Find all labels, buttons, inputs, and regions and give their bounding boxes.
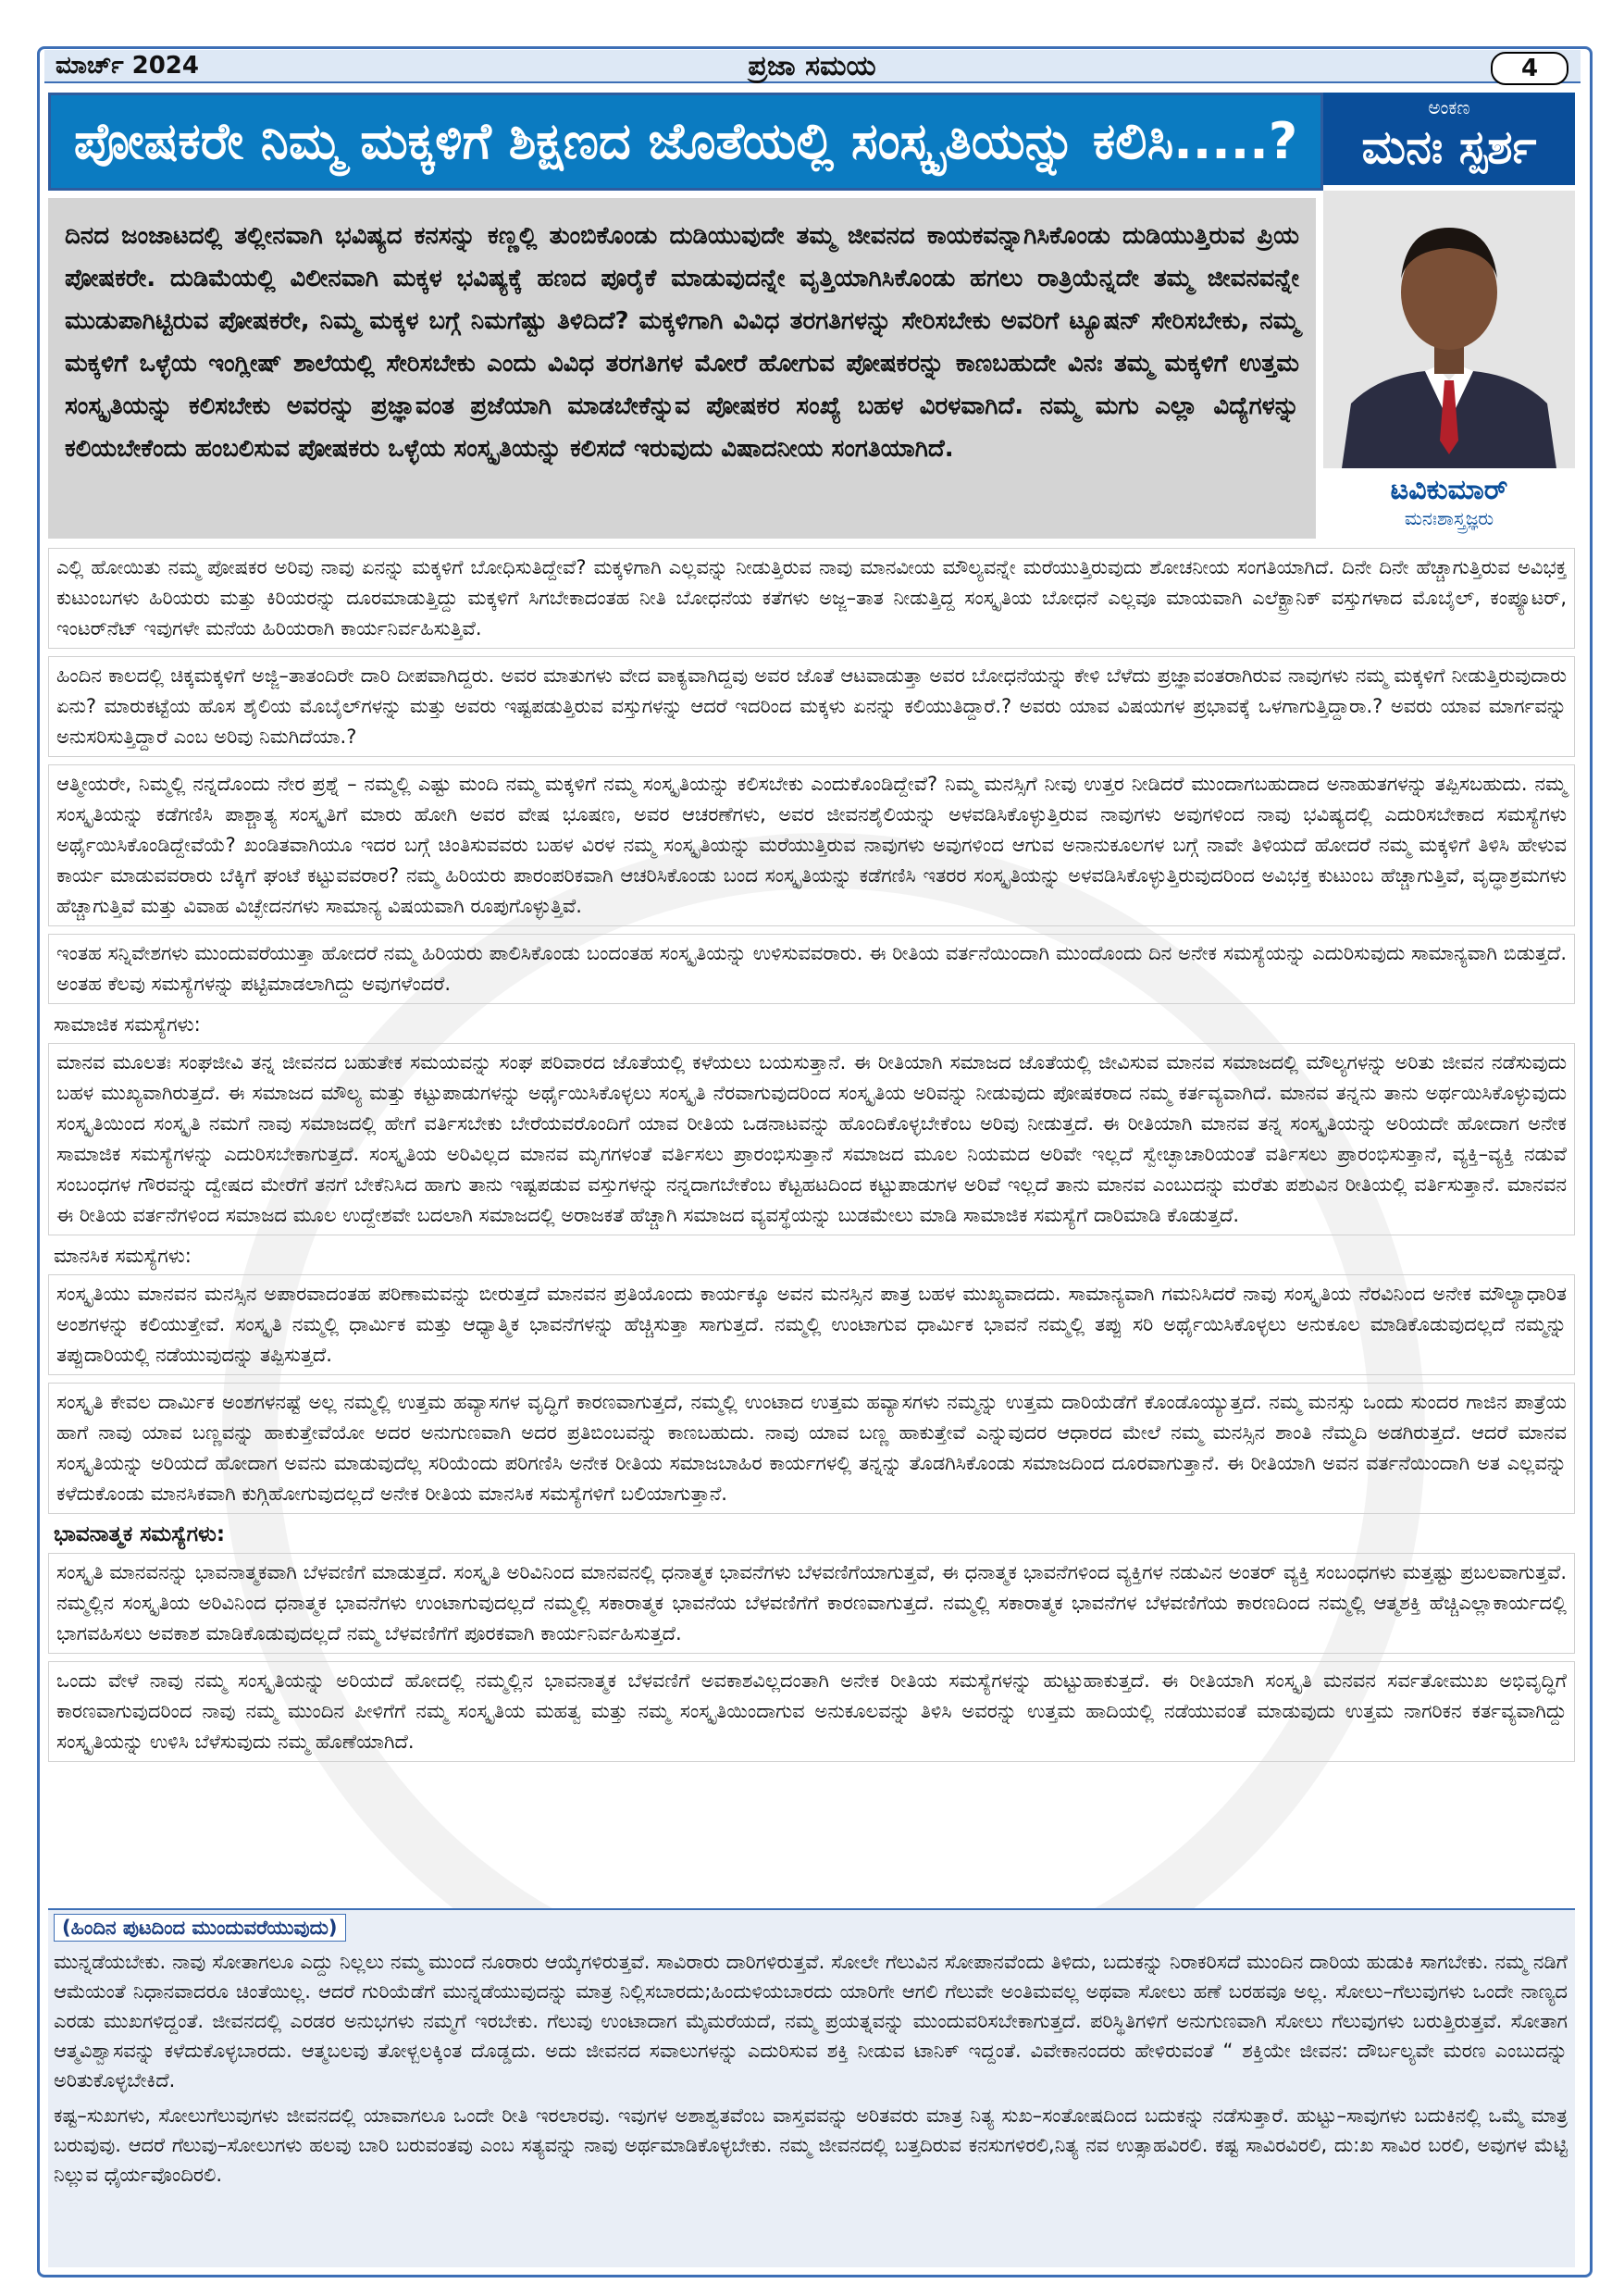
continued-body — [54, 1947, 1568, 2195]
column-name: ಮನಃ ಸ್ಪರ್ಶ — [1361, 120, 1537, 174]
article-body — [48, 548, 1575, 1769]
column-label: ಅಂಕಣ — [1428, 96, 1470, 118]
section-heading-social: ಸಾಮಾಜಿಕ ಸಮಸ್ಯೆಗಳು: — [54, 1013, 201, 1036]
intro-paragraph: ದಿನದ ಜಂಜಾಟದಲ್ಲಿ ತಲ್ಲೀನವಾಗಿ ಭವಿಷ್ಯದ ಕನಸನ್ನು ಕಣ್ಣಲ್ಲಿ ತುಂಬಿಕೊಂಡು ದುಡಿಯುವುದೇ ತಮ್ಮ ಜೀವನದ ಕಾಯಕವನ್ನಾಗಿಸಿಕೊಂಡು ದುಡಿಯುತ್ತಿರುವ ಪ್ರಿಯ ಪೋಷಕರೇ. ದುಡಿಮೆಯಲ್ಲಿ ವಿಲೀನವಾಗಿ ಮಕ್ಕಳ ಭವಿಷ್ಯಕ್ಕೆ ಹಣದ ಪೂರೈಕೆ ಮಾಡುವುದನ್ನೇ ವೃತ್ತಿಯಾಗಿಸಿಕೊಂಡು ಹಗಲು ರಾತ್ರಿಯೆನ್ನದೇ ತಮ್ಮ ಜೀವನವನ್ನೇ ಮುಡುಪಾಗಿಟ್ಟಿರುವ ಪೋಷಕರೇ, ನಿಮ್ಮ ಮಕ್ಕಳ ಬಗ್ಗೆ ನಿಮಗೆಷ್ಟು ತಿಳಿದಿದೆ? ಮಕ್ಕಳಿಗಾಗಿ ವಿವಿಧ ತರಗತಿಗಳನ್ನು ಸೇರಿಸಬೇಕು ಅವರಿಗೆ ಟ್ಯೂಷನ್ ಸೇರಿಸಬೇಕು, ನಮ್ಮ ಮಕ್ಕಳಿಗೆ ಒಳ್ಳೆಯ ಇಂಗ್ಲೀಷ್ ಶಾಲೆಯಲ್ಲಿ ಸೇರಿಸಬೇಕು ಎಂದು ವಿವಿಧ ತರಗತಿಗಳ ಮೋರೆ ಹೋಗುವ ಪೋಷಕರನ್ನು ಕಾಣಬಹುದೇ ವಿನಃ ತಮ್ಮ ಮಕ್ಕಳಿಗೆ ಉತ್ತಮ ಸಂಸ್ಕೃತಿಯನ್ನು ಕಲಿಸಬೇಕು ಅವರನ್ನು ಪ್ರಜ್ಞಾವಂತ ಪ್ರಜೆಯಾಗಿ ಮಾಡಬೇಕೆನ್ನುವ ಪೋಷಕರ ಸಂಖ್ಯೆ ಬಹಳ ವಿರಳವಾಗಿದೆ. ನಮ್ಮ ಮಗು ಎಲ್ಲಾ ವಿದ್ಯೆಗಳನ್ನು ಕಲಿಯಬೇಕೆಂದು ಹಂಬಲಿಸುವ ಪೋಷಕರು ಒಳ್ಳೆಯ ಸಂಸ್ಕೃತಿಯನ್ನು ಕಲಿಸದೆ ಇರುವುದು ವಿಷಾದನೀಯ ಸಂಗತಿಯಾಗಿದೆ. — [65, 222, 1299, 463]
body-paragraph: ಎಲ್ಲಿ ಹೋಯಿತು ನಮ್ಮ ಪೋಷಕರ ಅರಿವು ನಾವು ಏನನ್ನು ಮಕ್ಕಳಿಗೆ ಬೋಧಿಸುತಿದ್ದೇವೆ? ಮಕ್ಕಳಿಗಾಗಿ ಎಲ್ಲವನ್ನು ನೀಡುತ್ತಿರುವ ನಾವು ಮಾನವೀಯ ಮೌಲ್ಯವನ್ನೇ ಮರೆಯುತ್ತಿರುವುದು ಶೋಚನೀಯ ಸಂಗತಿಯಾಗಿದೆ. ದಿನೇ ದಿನೇ ಹೆಚ್ಚಾಗುತ್ತಿರುವ ಅವಿಭಕ್ತ ಕುಟುಂಬಗಳು ಹಿರಿಯರು ಮತ್ತು ಕಿರಿಯರನ್ನು ದೂರಮಾಡುತ್ತಿದ್ದು ಮಕ್ಕಳಿಗೆ ಸಿಗಬೇಕಾದಂತಹ ನೀತಿ ಬೋಧನೆಯ ಕತೆಗಳು ಅಜ್ಜ–ತಾತ ನೀಡುತ್ತಿದ್ದ ಸಂಸ್ಕೃತಿಯ ಬೋಧನೆ ಎಲ್ಲವೂ ಮಾಯವಾಗಿ ಎಲೆಕ್ಟ್ರಾನಿಕ್ ವಸ್ತುಗಳಾದ ಮೊಬೈಲ್, ಕಂಪ್ಯೂಟರ್, ಇಂಟರ್‌ನೆಟ್ ಇವುಗಳೇ ಮನೆಯ ಹಿರಿಯರಾಗಿ ಕಾರ್ಯನಿರ್ವಹಿಸುತ್ತಿವೆ. — [48, 548, 1575, 649]
section-heading-emotional: ಭಾವನಾತ್ಮಕ ಸಮಸ್ಯೆಗಳು: — [54, 1522, 226, 1546]
section-heading-mental: ಮಾನಸಿಕ ಸಮಸ್ಯೆಗಳು: — [54, 1245, 192, 1267]
body-paragraph: ಆತ್ಮೀಯರೇ, ನಿಮ್ಮಲ್ಲಿ ನನ್ನದೊಂದು ನೇರ ಪ್ರಶ್ನೆ – ನಮ್ಮಲ್ಲಿ ಎಷ್ಟು ಮಂದಿ ನಮ್ಮ ಮಕ್ಕಳಿಗೆ ನಮ್ಮ ಸಂಸ್ಕೃತಿಯನ್ನು ಕಲಿಸಬೇಕು ಎಂದುಕೊಂಡಿದ್ದೇವೆ? ನಿಮ್ಮ ಮನಸ್ಸಿಗೆ ನೀವು ಉತ್ತರ ನೀಡಿದರೆ ಮುಂದಾಗಬಹುದಾದ ಅನಾಹುತಗಳನ್ನು ತಪ್ಪಿಸಬಹುದು. ನಮ್ಮ ಸಂಸ್ಕೃತಿಯನ್ನು ಕಡೆಗಣಿಸಿ ಪಾಶ್ಚಾತ್ಯ ಸಂಸ್ಕೃತಿಗೆ ಮಾರು ಹೋಗಿ ಅವರ ವೇಷ ಭೂಷಣ, ಅವರ ಆಚರಣೆಗಳು, ಅವರ ಜೀವನಶೈಲಿಯನ್ನು ಅಳವಡಿಸಿಕೊಳ್ಳುತ್ತಿರುವ ನಾವುಗಳು ಅವುಗಳಿಂದ ನಾವು ಭವಿಷ್ಯದಲ್ಲಿ ಎದುರಿಸಬೇಕಾದ ಸಮಸ್ಯೆಗಳು ಅರ್ಥೈಯಿಸಿಕೊಂಡಿದ್ದೇವೆಯೆ? ಖಂಡಿತವಾಗಿಯೂ ಇದರ ಬಗ್ಗೆ ಚಿಂತಿಸುವವರು ಬಹಳ ವಿರಳ ನಮ್ಮ ಸಂಸ್ಕೃತಿಯನ್ನು ಮರೆಯುತ್ತಿರುವ ನಾವುಗಳು ಅವುಗಳಿಂದ ಆಗುವ ಅನಾನುಕೂಲಗಳ ಬಗ್ಗೆ ನಾವೇ ತಿಳಿಯದೆ ಹೋದರೆ ನಮ್ಮ ಮಕ್ಕಳಿಗೆ ತಿಳಿಸಿ ಹೇಳುವ ಕಾರ್ಯ ಮಾಡುವವರಾರು ಬೆಕ್ಕಿಗೆ ಘಂಟೆ ಕಟ್ಟುವವರಾರ? ನಮ್ಮ ಹಿರಿಯರು ಪಾರಂಪರಿಕವಾಗಿ ಆಚರಿಸಿಕೊಂಡು ಬಂದ ಸಂಸ್ಕೃತಿಯನ್ನು ಕಡೆಗಣಿಸಿ ಇತರರ ಸಂಸ್ಕೃತಿಯನ್ನು ಅಳವಡಿಸಿಕೊಳ್ಳುತ್ತಿರುವುದರಿಂದ ಅವಿಭಕ್ತ ಕುಟುಂಬ ಹೆಚ್ಚಾಗುತ್ತಿವೆ, ವೃದ್ಧಾಶ್ರಮಗಳು ಹೆಚ್ಚಾಗುತ್ತಿವೆ ಮತ್ತು ವಿವಾಹ ವಿಚ್ಛೇದನಗಳು ಸಾಮಾನ್ಯ ವಿಷಯವಾಗಿ ರೂಪುಗೊಳ್ಳುತ್ತಿವೆ. — [48, 764, 1575, 926]
body-paragraph: ಸಂಸ್ಕೃತಿ ಮಾನವನನ್ನು ಭಾವನಾತ್ಮಕವಾಗಿ ಬೆಳವಣಿಗೆ ಮಾಡುತ್ತದೆ. ಸಂಸ್ಕೃತಿ ಅರಿವಿನಿಂದ ಮಾನವನಲ್ಲಿ ಧನಾತ್ಮಕ ಭಾವನೆಗಳು ಬೆಳವಣಿಗೆಯಾಗುತ್ತವೆ, ಈ ಧನಾತ್ಮಕ ಭಾವನೆಗಳಿಂದ ವ್ಯಕ್ತಿಗಳ ನಡುವಿನ ಅಂತರ್ ವ್ಯಕ್ತಿ ಸಂಬಂಧಗಳು ಮತ್ತಷ್ಟು ಪ್ರಬಲವಾಗುತ್ತವೆ. ನಮ್ಮಲ್ಲಿನ ಸಂಸ್ಕೃತಿಯ ಅರಿವಿನಿಂದ ಧನಾತ್ಮಕ ಭಾವನೆಗಳು ಉಂಟಾಗುವುದಲ್ಲದೆ ನಮ್ಮಲ್ಲಿ ಸಕಾರಾತ್ಮಕ ಭಾವನೆಯ ಬೆಳವಣಿಗೆಗೆ ಕಾರಣವಾಗುತ್ತದೆ. ನಮ್ಮಲ್ಲಿ ಸಕಾರಾತ್ಮಕ ಭಾವನೆಗಳ ಬೆಳವಣಿಗೆಯ ಕಾರಣದಿಂದ ನಮ್ಮಲ್ಲಿ ಆತ್ಮಶಕ್ತಿ ಹೆಚ್ಚಿಎಲ್ಲಾಕಾರ್ಯದಲ್ಲಿ ಭಾಗವಹಿಸಲು ಅವಕಾಶ ಮಾಡಿಕೊಡುವುದಲ್ಲದೆ ನಮ್ಮ ಬೆಳವಣಿಗೆಗೆ ಪೂರಕವಾಗಿ ಕಾರ್ಯನಿರ್ವಹಿಸುತ್ತದೆ. — [48, 1553, 1575, 1654]
column-banner — [1323, 93, 1575, 185]
body-paragraph: ಸಂಸ್ಕೃತಿ ಕೇವಲ ದಾರ್ಮಿಕ ಅಂಶಗಳನಷ್ಟೆ ಅಲ್ಲ ನಮ್ಮಲ್ಲಿ ಉತ್ತಮ ಹವ್ಯಾಸಗಳ ವೃದ್ಧಿಗೆ ಕಾರಣವಾಗುತ್ತದೆ, ನಮ್ಮಲ್ಲಿ ಉಂಟಾದ ಉತ್ತಮ ಹವ್ಯಾಸಗಳು ನಮ್ಮನ್ನು ಉತ್ತಮ ದಾರಿಯೆಡೆಗೆ ಕೊಂಡೊಯ್ಯುತ್ತದೆ. ನಮ್ಮ ಮನಸ್ಸು ಒಂದು ಸುಂದರ ಗಾಜಿನ ಪಾತ್ರೆಯ ಹಾಗೆ ನಾವು ಯಾವ ಬಣ್ಣವನ್ನು ಹಾಕುತ್ತೇವೆಯೋ ಅದರ ಅನುಗುಣವಾಗಿ ಅದರ ಪ್ರತಿಬಿಂಬವನ್ನು ಕಾಣಬಹುದು. ನಾವು ಯಾವ ಬಣ್ಣ ಹಾಕುತ್ತೇವೆ ಎನ್ನುವುದರ ಆಧಾರದ ಮೇಲೆ ನಮ್ಮ ಮನಸ್ಸಿನ ಶಾಂತಿ ನೆಮ್ಮದಿ ಅಡಗಿರುತ್ತದೆ. ಆದರೆ ಮಾನವ ಸಂಸ್ಕೃತಿಯನ್ನು ಅರಿಯದೆ ಹೋದಾಗ ಅವನು ಮಾಡುವುದೆಲ್ಲ ಸರಿಯೆಂದು ಪರಿಗಣಿಸಿ ಅನೇಕ ರೀತಿಯ ಸಮಾಜಬಾಹಿರ ಕಾರ್ಯಗಳಲ್ಲಿ ತನ್ನನ್ನು ತೊಡಗಿಸಿಕೊಂಡು ಸಮಾಜದಿಂದ ದೂರವಾಗುತ್ತಾನೆ. ಈ ರೀತಿಯಾಗಿ ಅವನ ವರ್ತನೆಯಿಂದಾಗಿ ಅತ ಎಲ್ಲವನ್ನು ಕಳೆದುಕೊಂಡು ಮಾನಸಿಕವಾಗಿ ಕುಗ್ಗಿಹೋಗುವುದಲ್ಲದೆ ಅನೇಕ ರೀತಿಯ ಮಾನಸಿಕ ಸಮಸ್ಯೆಗಳಿಗೆ ಬಲಿಯಾಗುತ್ತಾನೆ. — [48, 1383, 1575, 1514]
continued-article-box — [48, 1908, 1575, 2267]
newspaper-name: ಪ್ರಜಾ ಸಮಯ — [748, 50, 876, 82]
intro-box — [48, 198, 1316, 539]
body-paragraph: ಹಿಂದಿನ ಕಾಲದಲ್ಲಿ ಚಿಕ್ಕಮಕ್ಕಳಿಗೆ ಅಜ್ಜಿ–ತಾತಂದಿರೇ ದಾರಿ ದೀಪವಾಗಿದ್ದರು. ಅವರ ಮಾತುಗಳು ವೇದ ವಾಕ್ಯವಾಗಿದ್ದವು ಅವರ ಜೊತೆ ಆಟವಾಡುತ್ತಾ ಅವರ ಬೋಧನೆಯನ್ನು ಕೇಳಿ ಬೆಳೆದು ಪ್ರಜ್ಞಾವಂತರಾಗಿರುವ ನಾವುಗಳು ನಮ್ಮ ಮಕ್ಕಳಿಗೆ ನೀಡುತ್ತಿರುವುದಾರು ಏನು? ಮಾರುಕಟ್ಟೆಯ ಹೊಸ ಶೈಲಿಯ ಮೊಬೈಲ್‌ಗಳನ್ನು ಮತ್ತು ಅವರು ಇಷ್ಟಪಡುತ್ತಿರುವ ವಸ್ತುಗಳನ್ನು ಆದರೆ ಇದರಿಂದ ಮಕ್ಕಳು ಏನನ್ನು ಕಲಿಯುತಿದ್ದಾರೆ.? ಅವರು ಯಾವ ವಿಷಯಗಳ ಪ್ರಭಾವಕ್ಕೆ ಒಳಗಾಗುತ್ತಿದ್ದಾರಾ.? ಅವರು ಯಾವ ಮಾರ್ಗವನ್ನು ಅನುಸರಿಸುತ್ತಿದ್ದಾರೆ ಎಂಬ ಅರಿವು ನಿಮಗಿದೆಯಾ.? — [48, 656, 1575, 757]
body-paragraph: ಸಂಸ್ಕೃತಿಯು ಮಾನವನ ಮನಸ್ಸಿನ ಅಪಾರವಾದಂತಹ ಪರಿಣಾಮವನ್ನು ಬೀರುತ್ತದೆ ಮಾನವನ ಪ್ರತಿಯೊಂದು ಕಾರ್ಯಕ್ಕೂ ಅವನ ಮನಸ್ಸಿನ ಪಾತ್ರ ಬಹಳ ಮುಖ್ಯವಾದದು. ಸಾಮಾನ್ಯವಾಗಿ ಗಮನಿಸಿದರೆ ನಾವು ಸಂಸ್ಕೃತಿಯ ನೆರವಿನಿಂದ ಅನೇಕ ಮೌಲ್ಯಾಧಾರಿತ ಅಂಶಗಳನ್ನು ಕಲಿಯುತ್ತೇವೆ. ಸಂಸ್ಕೃತಿ ನಮ್ಮಲ್ಲಿ ಧಾರ್ಮಿಕ ಮತ್ತು ಆಧ್ಯಾತ್ಮಿಕ ಭಾವನೆಗಳನ್ನು ಹೆಚ್ಚಿಸುತ್ತಾ ಸಾಗುತ್ತದೆ. ನಮ್ಮಲ್ಲಿ ಉಂಟಾಗುವ ಧಾರ್ಮಿಕ ಭಾವನೆ ನಮ್ಮಲ್ಲಿ ತಪ್ಪು ಸರಿ ಅರ್ಥೈಯಿಸಿಕೊಳ್ಳಲು ಅನುಕೂಲ ಮಾಡಿಕೊಡುವುದಲ್ಲದೆ ನಮ್ಮನ್ನು ತಪ್ಪುದಾರಿಯಲ್ಲಿ ನಡೆಯುವುದನ್ನು ತಪ್ಪಿಸುತ್ತದೆ. — [48, 1274, 1575, 1375]
author-name: ಟವಿಕುಮಾರ್ — [1390, 474, 1508, 506]
continued-paragraph: ಕಷ್ಟ–ಸುಖಗಳು, ಸೋಲುಗೆಲುವುಗಳು ಜೀವನದಲ್ಲಿ ಯಾವಾಗಲೂ ಒಂದೇ ರೀತಿ ಇರಲಾರವು. ಇವುಗಳ ಅಶಾಶ್ವತವೆಂಬ ವಾಸ್ತವವನ್ನು ಅರಿತವರು ಮಾತ್ರ ನಿತ್ಯ ಸುಖ–ಸಂತೋಷದಿಂದ ಬದುಕನ್ನು ನಡೆಸುತ್ತಾರೆ. ಹುಟ್ಟು–ಸಾವುಗಳು ಬದುಕಿನಲ್ಲಿ ಒಮ್ಮೆ ಮಾತ್ರ ಬರುವುವು. ಆದರೆ ಗೆಲುವು–ಸೋಲುಗಳು ಹಲವು ಬಾರಿ ಬರುವಂತವು ಎಂಬ ಸತ್ಯವನ್ನು ನಾವು ಅರ್ಥಮಾಡಿಕೊಳ್ಳಬೇಕು. ನಮ್ಮ ಜೀವನದಲ್ಲಿ ಬತ್ತದಿರುವ ಕನಸುಗಳಿರಲಿ,ನಿತ್ಯ ನವ ಉತ್ಸಾಹವಿರಲಿ. ಕಷ್ಟ ಸಾವಿರವಿರಲಿ, ದು:ಖ ಸಾವಿರ ಬರಲಿ, ಅವುಗಳ ಮೆಟ್ಟಿ ನಿಲ್ಲುವ ಧೈರ್ಯವೊಂದಿರಲಿ. — [54, 2104, 1568, 2186]
body-paragraph: ಇಂತಹ ಸನ್ನಿವೇಶಗಳು ಮುಂದುವರೆಯುತ್ತಾ ಹೋದರೆ ನಮ್ಮ ಹಿರಿಯರು ಪಾಲಿಸಿಕೊಂಡು ಬಂದಂತಹ ಸಂಸ್ಕೃತಿಯನ್ನು ಉಳಿಸುವವರಾರು. ಈ ರೀತಿಯ ವರ್ತನೆಯಿಂದಾಗಿ ಮುಂದೊಂದು ದಿನ ಅನೇಕ ಸಮಸ್ಯೆಯನ್ನು ಎದುರಿಸುವುದು ಸಾಮಾನ್ಯವಾಗಿ ಬಿಡುತ್ತದೆ. ಅಂತಹ ಕೆಲವು ಸಮಸ್ಯೆಗಳನ್ನು ಪಟ್ಟಿಮಾಡಲಾಗಿದ್ದು ಅವುಗಳೆಂದರೆ. — [48, 934, 1575, 1004]
body-paragraph: ಮಾನವ ಮೂಲತಃ ಸಂಘಜೀವಿ ತನ್ನ ಜೀವನದ ಬಹುತೇಕ ಸಮಯವನ್ನು ಸಂಘ ಪರಿವಾರದ ಜೊತೆಯಲ್ಲಿ ಕಳೆಯಲು ಬಯಸುತ್ತಾನೆ. ಈ ರೀತಿಯಾಗಿ ಸಮಾಜದ ಜೊತೆಯಲ್ಲಿ ಜೀವಿಸುವ ಮಾನವ ಸಮಾಜದಲ್ಲಿ ಮೌಲ್ಯಗಳನ್ನು ಅರಿತು ಜೀವನ ನಡೆಸುವುದು ಬಹಳ ಮುಖ್ಯವಾಗಿರುತ್ತದೆ. ಈ ಸಮಾಜದ ಮೌಲ್ಯ ಮತ್ತು ಕಟ್ಟುಪಾಡುಗಳನ್ನು ಅರ್ಥೈಯಿಸಿಕೊಳ್ಳಲು ಸಂಸ್ಕೃತಿ ನೆರವಾಗುವುದರಿಂದ ಸಂಸ್ಕೃತಿಯ ಅರಿವನ್ನು ನೀಡುವುದು ಪೋಷಕರಾದ ನಮ್ಮ ಕರ್ತವ್ಯವಾಗಿದೆ. ಮಾನವ ತನ್ನನು ತಾನು ಅರ್ಥಯಿಸಿಕೊಳ್ಳುವುದು ಸಂಸ್ಕೃತಿಯಿಂದ ಸಂಸ್ಕೃತಿ ನಮಗೆ ನಾವು ಸಮಾಜದಲ್ಲಿ ಹೇಗೆ ವರ್ತಿಸಬೇಕು ಬೇರೆಯವರೊಂದಿಗೆ ಯಾವ ರೀತಿಯ ಒಡನಾಟವನ್ನು ಹೊಂದಿಕೊಳ್ಳಬೇಕೆಂಬ ಅರಿವು ನೀಡುತ್ತದೆ. ಈ ರೀತಿಯಾಗಿ ಮಾನವ ತನ್ನ ಸಂಸ್ಕೃತಿಯನ್ನು ಅರಿಯದೇ ಹೋದಾಗ ಅನೇಕ ಸಾಮಾಜಿಕ ಸಮಸ್ಯೆಗಳನ್ನು ಎದುರಿಸಬೇಕಾಗುತ್ತದೆ. ಸಂಸ್ಕೃತಿಯ ಅರಿವಿಲ್ಲದ ಮಾನವ ಮೃಗಗಳಂತೆ ವರ್ತಿಸಲು ಪ್ರಾರಂಭಿಸುತ್ತಾನೆ ಸಮಾಜದ ಮೂಲ ನಿಯಮದ ಅರಿವೇ ಇಲ್ಲದೆ ಸ್ವೇಚ್ಛಾಚಾರಿಯಂತೆ ವರ್ತಿಸಲು ಪ್ರಾರಂಭಿಸುತ್ತಾನೆ, ವ್ಯಕ್ತಿ–ವ್ಯಕ್ತಿ ನಡುವೆ ಸಂಬಂಧಗಳ ಗೌರವನ್ನು ದ್ವೇಷದ ಮೇರೆಗೆ ತನಗೆ ಬೇಕೆನಿಸಿದ ಹಾಗು ತಾನು ಇಷ್ಟಪಡುವ ವಸ್ತುಗಳನ್ನು ನನ್ನದಾಗಬೇಕೆಂಬ ಕೆಟ್ಟಹಟದಿಂದ ಕಟ್ಟುಪಾಡುಗಳ ಅರಿವೆ ಇಲ್ಲದೆ ತಾನು ಮಾನವ ಎಂಬುದನ್ನು ಮರೆತು ಪಶುವಿನ ರೀತಿಯಲ್ಲಿ ವರ್ತಿಸುತ್ತಾನೆ. ಮಾನವನ ಈ ರೀತಿಯ ವರ್ತನೆಗಳಿಂದ ಸಮಾಜದ ಮೂಲ ಉದ್ದೇಶವೇ ಬದಲಾಗಿ ಸಮಾಜದಲ್ಲಿ ಅರಾಜಕತೆ ಹೆಚ್ಚಾಗಿ ಸಮಾಜದ ವ್ಯವಸ್ಥೆಯನ್ನು ಬುಡಮೇಲು ಮಾಡಿ ಸಾಮಾಜಿಕ ಸಮಸ್ಯೆಗೆ ದಾರಿಮಾಡಿ ಕೊಡುತ್ತದೆ. — [48, 1043, 1575, 1235]
continued-paragraph: ಮುನ್ನಡೆಯಬೇಕು. ನಾವು ಸೋತಾಗಲೂ ಎದ್ದು ನಿಲ್ಲಲು ನಮ್ಮ ಮುಂದೆ ನೂರಾರು ಆಯ್ಕೆಗಳಿರುತ್ತವೆ. ಸಾವಿರಾರು ದಾರಿಗಳಿರುತ್ತವೆ. ಸೋಲೇ ಗೆಲುವಿನ ಸೋಪಾನವೆಂದು ತಿಳಿದು, ಬದುಕನ್ನು ನಿರಾಕರಿಸದೆ ಮುಂದಿನ ದಾರಿಯ ಹುಡುಕಿ ಸಾಗಬೇಕು. ನಮ್ಮ ನಡಿಗೆ ಆಮೆಯಂತೆ ನಿಧಾನವಾದರೂ ಚಿಂತೆಯಿಲ್ಲ. ಆದರೆ ಗುರಿಯೆಡೆಗೆ ಮುನ್ನಡೆಯುವುದನ್ನು ಮಾತ್ರ ನಿಲ್ಲಿಸಬಾರದು;ಹಿಂದುಳಿಯಬಾರದು ಯಾರಿಗೇ ಆಗಲಿ ಗೆಲುವೇ ಅಂತಿಮವಲ್ಲ ಅಥವಾ ಸೋಲು ಹಣೆ ಬರಹವೂ ಅಲ್ಲ. ಸೋಲು–ಗೆಲುವುಗಳು ಒಂದೇ ನಾಣ್ಯದ ಎರಡು ಮುಖಗಳಿದ್ದಂತೆ. ಜೀವನದಲ್ಲಿ ಎರಡರ ಅನುಭಗಳು ನಮ್ಮಗೆ ಇರಬೇಕು. ಗೆಲುವು ಉಂಟಾದಾಗ ಮೈಮರೆಯದೆ, ನಮ್ಮ ಪ್ರಯತ್ನವನ್ನು ಮುಂದುವರಿಸಬೇಕಾಗುತ್ತದೆ. ಪರಿಸ್ಥಿತಿಗಳಿಗೆ ಅನುಗುಣವಾಗಿ ಸೋಲು ಗೆಲುವುಗಳು ಬರುತ್ತಿರುತ್ತವೆ. ಸೋತಾಗ ಆತ್ಮವಿಶ್ವಾಸವನ್ನು ಕಳೆದುಕೊಳ್ಳಬಾರದು. ಆತ್ಮಬಲವು ತೋಳ್ಬಲಕ್ಕಿಂತ ದೊಡ್ಡದು. ಅದು ಜೀವನದ ಸವಾಲುಗಳನ್ನು ಎದುರಿಸುವ ಶಕ್ತಿ ನೀಡುವ ಟಾನಿಕ್ ಇದ್ದಂತೆ. ವಿವೇಕಾನಂದರು ಹೇಳಿರುವಂತೆ “ ಶಕ್ತಿಯೇ ಜೀವನ: ದೌರ್ಬಲ್ಯವೇ ಮರಣ ಎಂಬುದನ್ನು ಅರಿತುಕೊಳ್ಳಬೇಕಿದೆ. — [54, 1951, 1568, 2091]
issue-date: ಮಾರ್ಚ್ 2024 — [56, 52, 199, 80]
page-number: 4 — [1491, 52, 1568, 85]
article-title: ಪೋಷಕರೇ ನಿಮ್ಮ ಮಕ್ಕಳಿಗೆ ಶಿಕ್ಷಣದ ಜೊತೆಯಲ್ಲಿ ಸಂಸ್ಕೃತಿಯನ್ನು ಕಲಿಸಿ.....? — [73, 112, 1298, 170]
article-title-banner — [48, 93, 1323, 191]
continued-label: (ಹಿಂದಿನ ಪುಟದಿಂದ ಮುಂದುವರೆಯುವುದು) — [54, 1914, 346, 1942]
author-photo — [1323, 191, 1575, 468]
body-paragraph: ಒಂದು ವೇಳೆ ನಾವು ನಮ್ಮ ಸಂಸ್ಕೃತಿಯನ್ನು ಅರಿಯದೆ ಹೋದಲ್ಲಿ ನಮ್ಮಲ್ಲಿನ ಭಾವನಾತ್ಮಕ ಬೆಳವಣಿಗೆ ಅವಕಾಶವಿಲ್ಲದಂತಾಗಿ ಅನೇಕ ರೀತಿಯ ಸಮಸ್ಯೆಗಳನ್ನು ಹುಟ್ಟುಹಾಕುತ್ತದೆ. ಈ ರೀತಿಯಾಗಿ ಸಂಸ್ಕೃತಿ ಮನವನ ಸರ್ವತೋಮುಖ ಅಭಿವೃದ್ಧಿಗೆ ಕಾರಣವಾಗುವುದರಿಂದ ನಾವು ನಮ್ಮ ಮುಂದಿನ ಪೀಳಿಗೆಗೆ ನಮ್ಮ ಸಂಸ್ಕೃತಿಯ ಮಹತ್ವ ಮತ್ತು ನಮ್ಮ ಸಂಸ್ಕೃತಿಯಿಂದಾಗುವ ಅನುಕೂಲವನ್ನು ತಿಳಿಸಿ ಅವರನ್ನು ಉತ್ತಮ ಹಾದಿಯಲ್ಲಿ ನಡೆಯುವಂತೆ ಮಾಡುವುದು ಉತ್ತಮ ನಾಗರಿಕನ ಕರ್ತವ್ಯವಾಗಿದ್ದು ಸಂಸ್ಕೃತಿಯನ್ನು ಉಳಿಸಿ ಬೆಳೆಸುವುದು ನಮ್ಮ ಹೊಣೆಯಾಗಿದೆ. — [48, 1661, 1575, 1762]
author-portrait-icon — [1323, 191, 1575, 468]
author-role: ಮನಃಶಾಸ್ತ್ರಜ್ಞರು — [1404, 507, 1494, 529]
